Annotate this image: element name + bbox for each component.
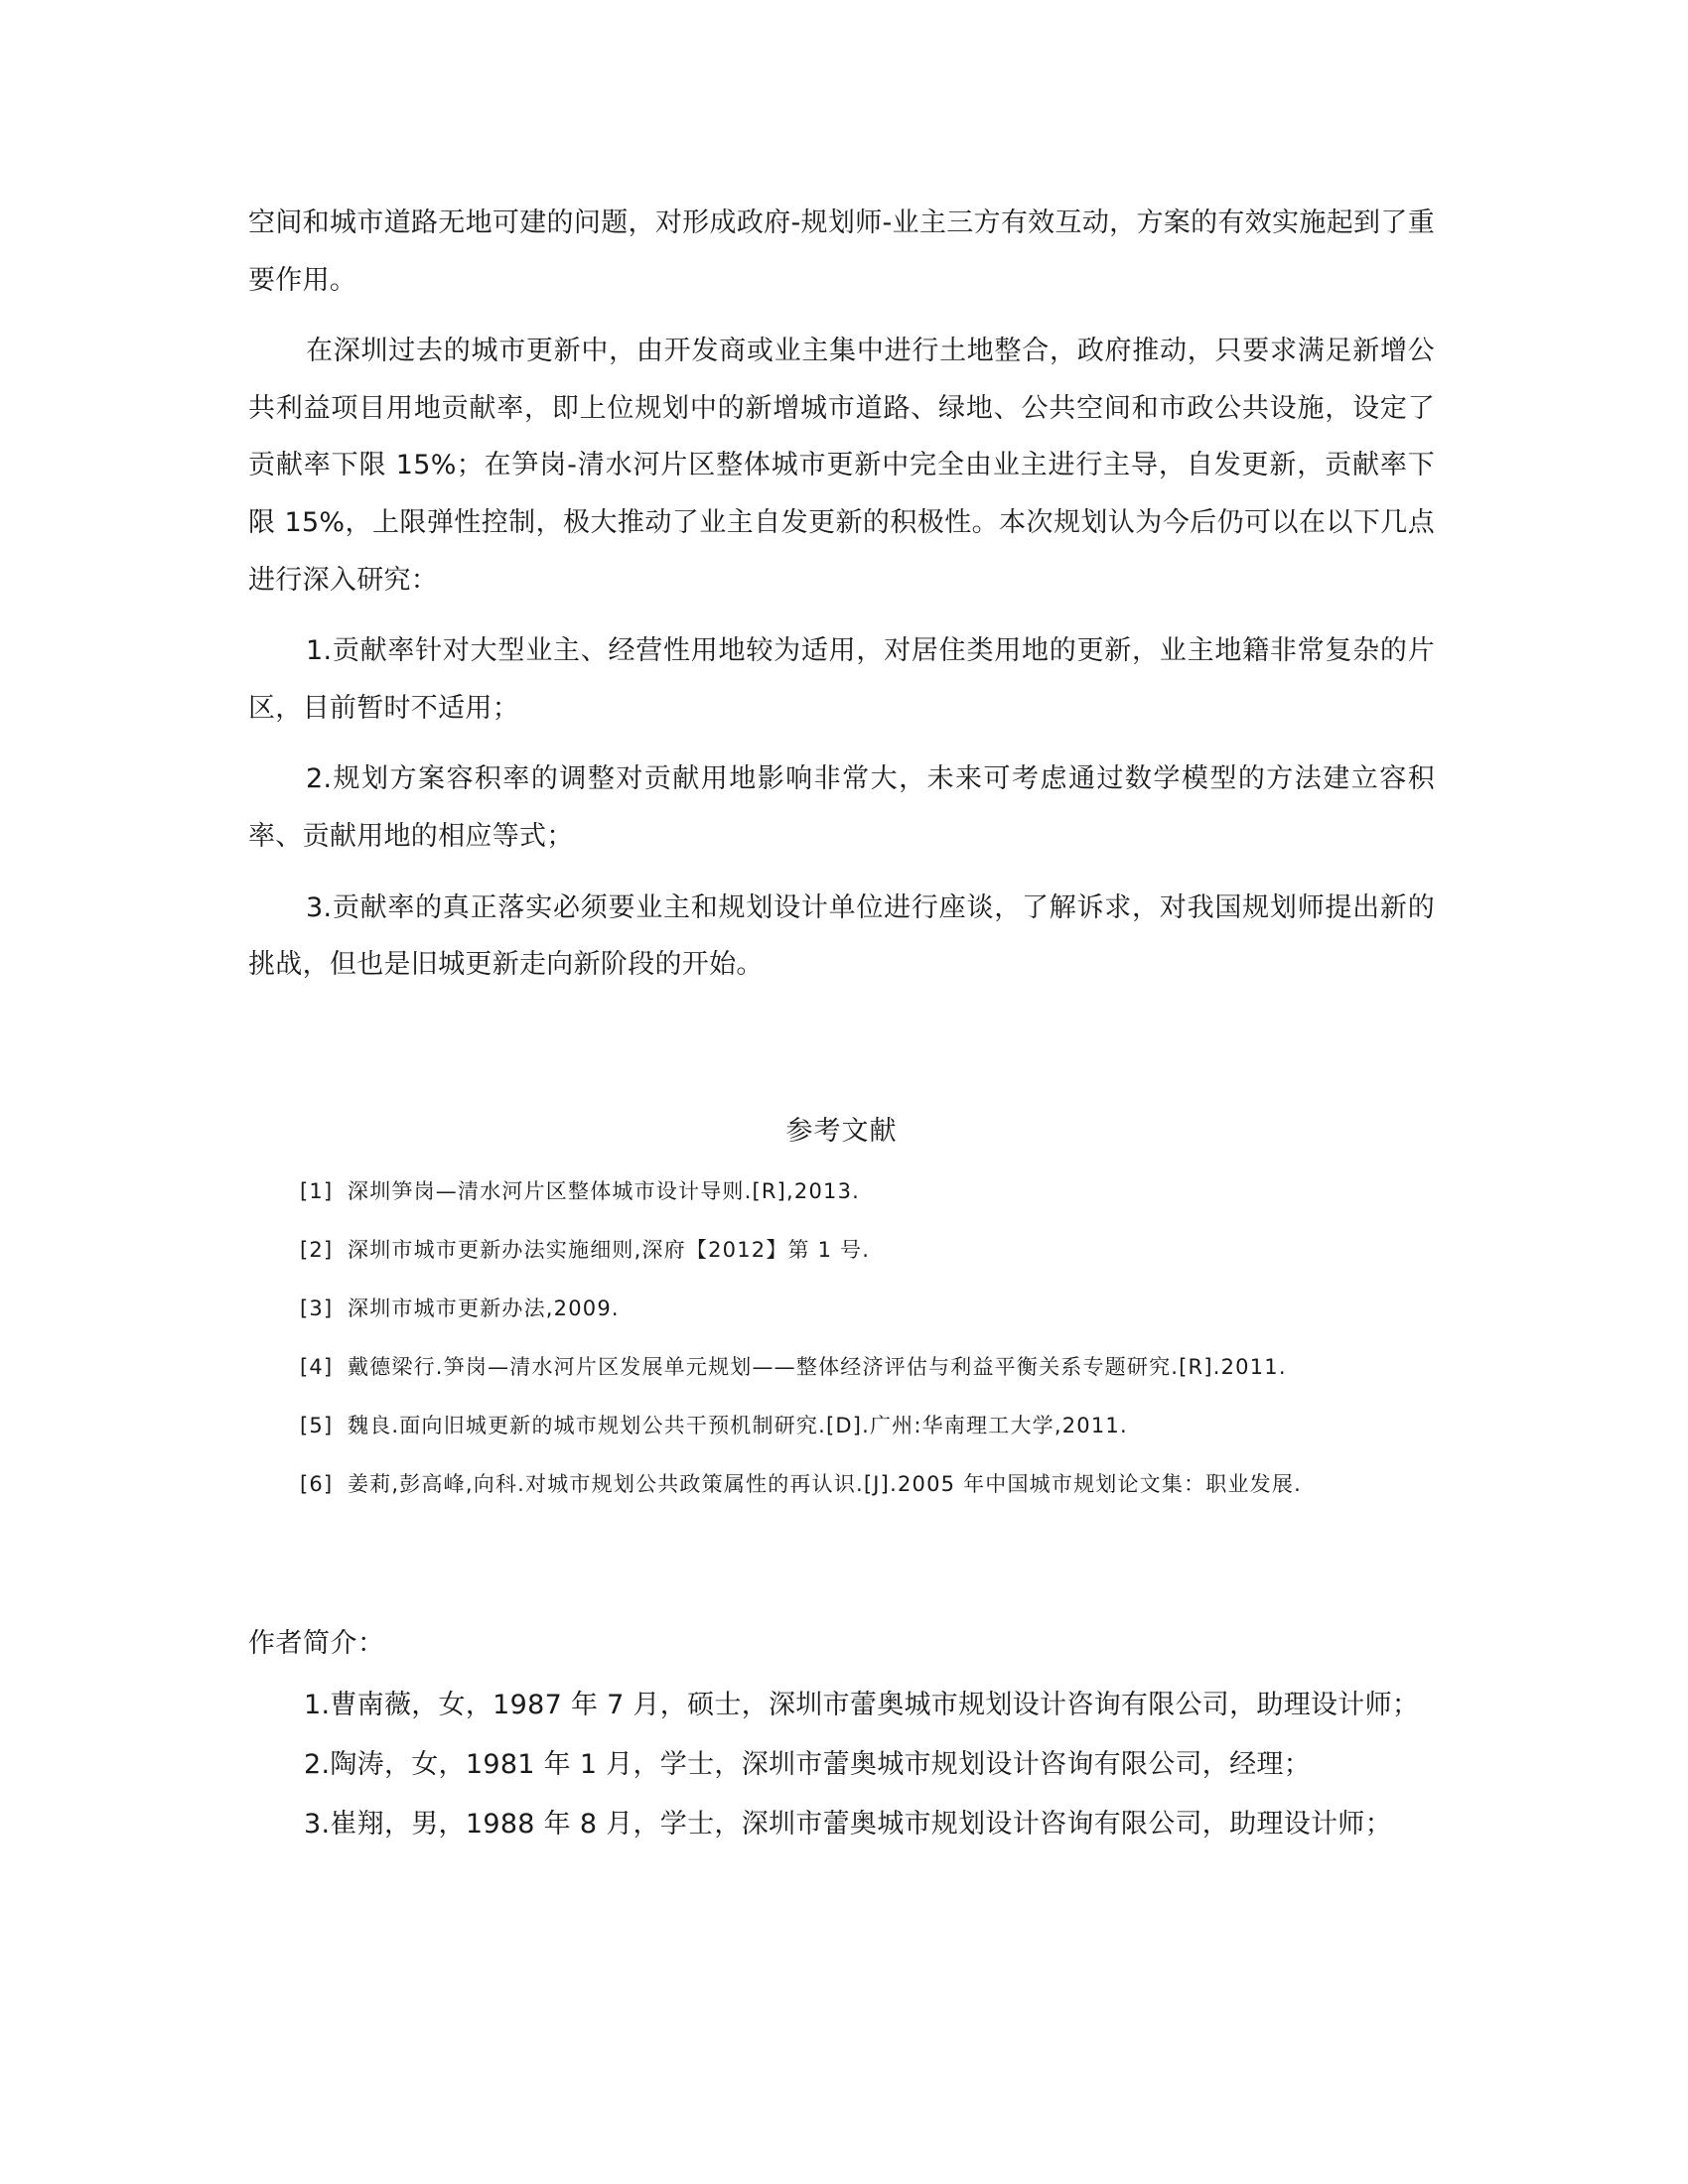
reference-number: [4] [300,1355,334,1379]
reference-item [300,1289,1452,1347]
reference-number: [5] [300,1414,334,1437]
reference-item [300,1406,1452,1464]
reference-number: [3] [300,1297,334,1320]
reference-number: [6] [300,1472,334,1496]
reference-text: 戴德梁行.笋岗—清水河片区发展单元规划——整体经济评估与利益平衡关系专题研究.[R].2011. [348,1355,1287,1379]
reference-text: 深圳市城市更新办法,2009. [348,1297,620,1320]
references-list [300,1171,1452,1523]
reference-item [300,1347,1452,1406]
body-paragraph-continued: 空间和城市道路无地可建的问题，对形成政府-规划师-业主三方有效互动，方案的有效实施起到了重要作用。 [248,207,1435,296]
research-point-2: 2.规划方案容积率的调整对贡献用地影响非常大，未来可考虑通过数学模型的方法建立容积率、贡献用地的相应等式； [248,763,1435,852]
research-point-1: 1.贡献率针对大型业主、经营性用地较为适用，对居住类用地的更新，业主地籍非常复杂的片区，目前暂时不适用； [248,635,1435,724]
reference-text: 深圳笋岗—清水河片区整体城市设计导则.[R],2013. [348,1179,861,1203]
author-bio-title: 作者简介： [248,1628,385,1659]
author-item: 2.陶涛，女，1981 年 1 月，学士，深圳市蕾奥城市规划设计咨询有限公司，经理； [304,1749,1311,1780]
reference-text: 深圳市城市更新办法实施细则,深府【2012】第 1 号. [348,1238,871,1262]
reference-item [300,1171,1452,1230]
reference-text: 姜莉,彭高峰,向科.对城市规划公共政策属性的再认识.[J].2005 年中国城市规划论文集：职业发展. [348,1472,1302,1496]
reference-item [300,1230,1452,1289]
author-item: 3.崔翔，男，1988 年 8 月，学士，深圳市蕾奥城市规划设计咨询有限公司，助理设计师； [304,1809,1392,1840]
body-text [248,195,1435,1008]
reference-number: [1] [300,1179,334,1203]
references-title: 参考文献 [785,1116,898,1147]
reference-text: 魏良.面向旧城更新的城市规划公共干预机制研究.[D].广州:华南理工大学,2011. [348,1414,1128,1437]
author-list [304,1686,1456,1864]
author-item: 1.曹南薇，女，1987 年 7 月，硕士，深圳市蕾奥城市规划设计咨询有限公司，助理设计师； [304,1690,1420,1720]
body-paragraph: 在深圳过去的城市更新中，由开发商或业主集中进行土地整合，政府推动，只要求满足新增公共利益项目用地贡献率，即上位规划中的新增城市道路、绿地、公共空间和市政公共设施，设定了贡献率下限 15%；在笋岗-清水河片区整体城市更新中完全由业主进行主导，自发更新，贡献率下限 15%，上限弹性控制，极大推动了业主自发更新的积极性。本次规划认为今后仍可以在以下几点进行深入研究： [248,336,1435,596]
research-point-3: 3.贡献率的真正落实必须要业主和规划设计单位进行座谈，了解诉求，对我国规划师提出新的挑战，但也是旧城更新走向新阶段的开始。 [248,891,1435,981]
reference-number: [2] [300,1238,334,1262]
reference-item [300,1464,1452,1523]
